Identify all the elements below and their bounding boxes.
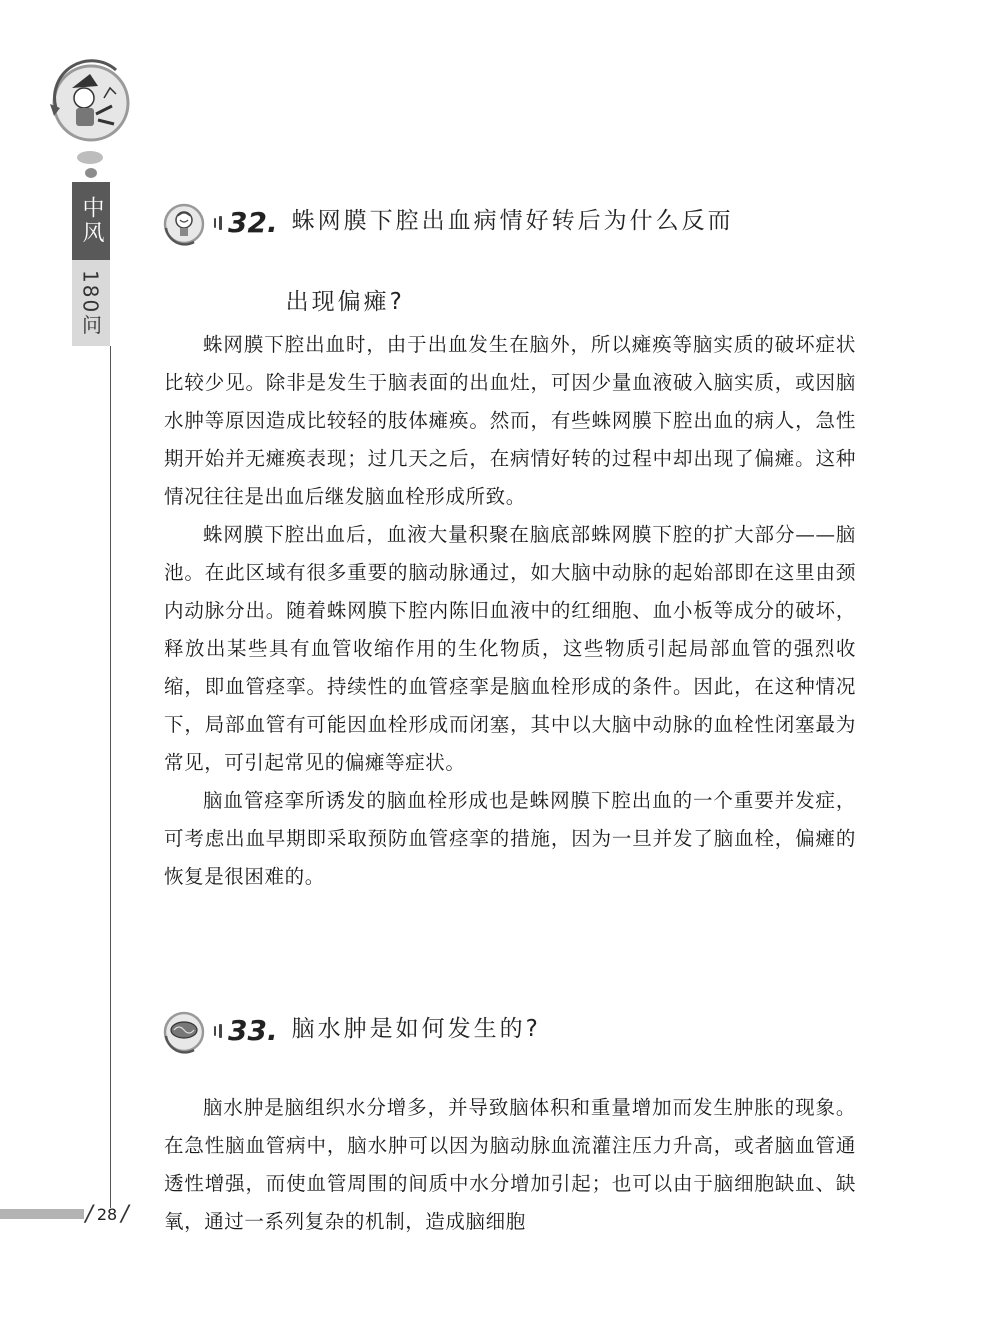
section-body bbox=[164, 1089, 856, 1241]
section-heading bbox=[160, 200, 734, 333]
question-title-line: 蛛网膜下腔出血病情好转后为什么反而 bbox=[291, 208, 734, 234]
paragraph: 蛛网膜下腔出血后，血液大量积聚在脑底部蛛网膜下腔的扩大部分——脑池。在此区域有很多重要的脑动脉通过，如大脑中动脉的起始部即在这里由颈内动脉分出。随着蛛网膜下腔内陈旧血液中的红细胞、血小板等成分的破坏，释放出某些具有血管收缩作用的生化物质，这些物质引起局部血管的强烈收缩，即血管痉挛。持续性的血管痉挛是脑血栓形成的条件。因此，在这种情况下，局部血管有可能因血栓形成而闭塞，其中以大脑中动脉的血栓性闭塞最为常见，可引起常见的偏瘫等症状。 bbox=[164, 523, 856, 774]
brain-head-icon bbox=[160, 200, 208, 248]
question-title bbox=[292, 1018, 541, 1041]
paragraph: 蛛网膜下腔出血时，由于出血发生在脑外，所以瘫痪等脑实质的破坏症状比较少见。除非是发生于脑表面的出血灶，可因少量血液破入脑实质，或因脑水肿等原因造成比较轻的肢体瘫痪。然而，有些蛛网膜下腔出血的病人，急性期开始并无瘫痪表现；过几天之后，在病情好转的过程中却出现了偏瘫。这种情况往往是出血后继发脑血栓形成所致。 bbox=[164, 333, 856, 508]
question-number: 32. bbox=[228, 206, 278, 239]
question-title bbox=[285, 208, 734, 333]
page-number-value: 28 bbox=[96, 1204, 118, 1224]
mascot-cartoon-icon bbox=[46, 58, 136, 148]
paragraph: 脑血管痉挛所诱发的脑血栓形成也是蛛网膜下腔出血的一个重要并发症，可考虑出血早期即采取预防血管痉挛的措施，因为一旦并发了脑血栓，偏瘫的恢复是很困难的。 bbox=[164, 789, 856, 888]
sidebar-book-title: 中风 bbox=[72, 182, 110, 260]
question-title-line: 脑水肿是如何发生的? bbox=[291, 1016, 541, 1042]
page-number-bar bbox=[0, 1209, 84, 1219]
paragraph: 脑水肿是脑组织水分增多，并导致脑体积和重量增加而发生肿胀的现象。在急性脑血管病中，脑水肿可以因为脑动脉血流灌注压力升高，或者脑血管通透性增强，而使血管周围的间质中水分增加引起；也可以由于脑细胞缺血、缺氧，通过一系列复杂的机制，造成脑细胞 bbox=[164, 1096, 856, 1233]
brain-icon bbox=[160, 1008, 208, 1056]
heading-dots bbox=[214, 1024, 222, 1038]
section-body bbox=[164, 326, 856, 896]
decorative-bubble bbox=[77, 151, 103, 164]
question-title-line: 出现偏瘫? bbox=[285, 289, 405, 315]
question-number: 33. bbox=[228, 1014, 278, 1047]
margin-rule bbox=[110, 346, 111, 1208]
section-heading bbox=[160, 1008, 541, 1056]
sidebar-book-subtitle: 180问 bbox=[72, 260, 110, 346]
heading-dots bbox=[214, 216, 222, 230]
decorative-bubble bbox=[85, 168, 97, 178]
page-number: / 28 / bbox=[85, 1201, 129, 1227]
